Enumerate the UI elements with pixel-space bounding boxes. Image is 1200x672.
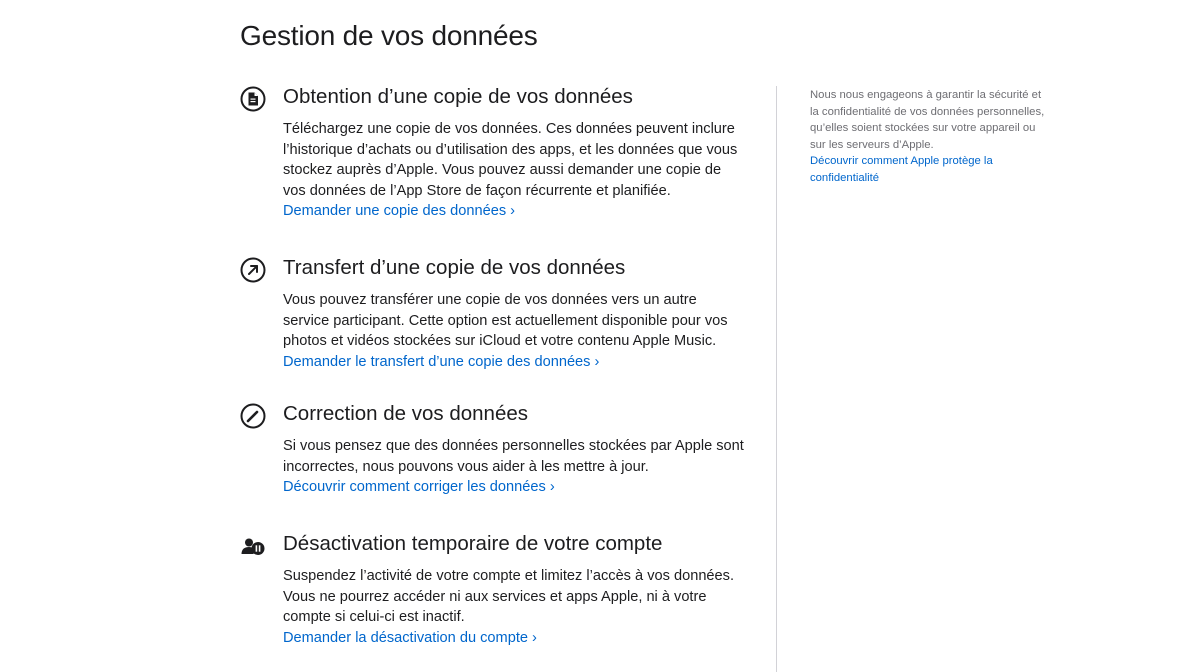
section-body [283, 290, 745, 372]
section-body [283, 436, 745, 498]
section-body [283, 566, 745, 648]
section-description: Téléchargez une copie de vos données. Ces données peuvent inclure l’historique d’achats ou d’utilisation des apps, et les données que vous stockez auprès d’Apple. Vous pouvez aussi demander une copie de vos données de l’App Store de façon récurrente et planifiée. [283, 121, 738, 199]
person-pause-icon [240, 533, 266, 559]
request-copy-link[interactable]: Demander une copie des données › [283, 203, 516, 220]
section-description: Vous pouvez transférer une copie de vos données vers un autre service participant. Cette option est actuellement disponible pour vos photos et vidéos stockées sur iCloud et votre contenu Apple Music. [283, 292, 728, 350]
pencil-circle-icon [240, 403, 266, 429]
privacy-protection-link[interactable]: Découvrir comment Apple protège la confidentialité [810, 155, 993, 184]
deactivate-account-link[interactable]: Demander la désactivation du compte › [283, 629, 537, 646]
section-body [283, 119, 745, 222]
section-heading: Désactivation temporaire de votre compte [283, 532, 663, 555]
correct-data-link[interactable]: Découvrir comment corriger les données › [283, 479, 555, 496]
arrow-up-right-circle-icon [240, 257, 266, 283]
section-heading: Transfert d’une copie de vos données [283, 256, 626, 279]
aside-text: Nous nous engageons à garantir la sécurité et la confidentialité de vos données personnelles, qu’elles soient stockées sur votre appareil ou sur les serveurs d’Apple. [810, 89, 1045, 151]
section-description: Si vous pensez que des données personnelles stockées par Apple sont incorrectes, nous pouvons vous aider à les mettre à jour. [283, 438, 744, 475]
section-heading: Correction de vos données [283, 402, 529, 425]
privacy-aside [810, 87, 1050, 186]
page-title: Gestion de vos données [240, 20, 538, 51]
document-icon [240, 86, 266, 112]
section-description: Suspendez l’activité de votre compte et limitez l’accès à vos données. Vous ne pourrez accéder ni aux services et apps Apple, ni à votre compte si celui-ci est inactif. [283, 568, 735, 626]
section-heading: Obtention d’une copie de vos données [283, 85, 633, 108]
column-divider [776, 86, 777, 672]
request-transfer-link[interactable]: Demander le transfert d’une copie des données › [283, 353, 600, 370]
